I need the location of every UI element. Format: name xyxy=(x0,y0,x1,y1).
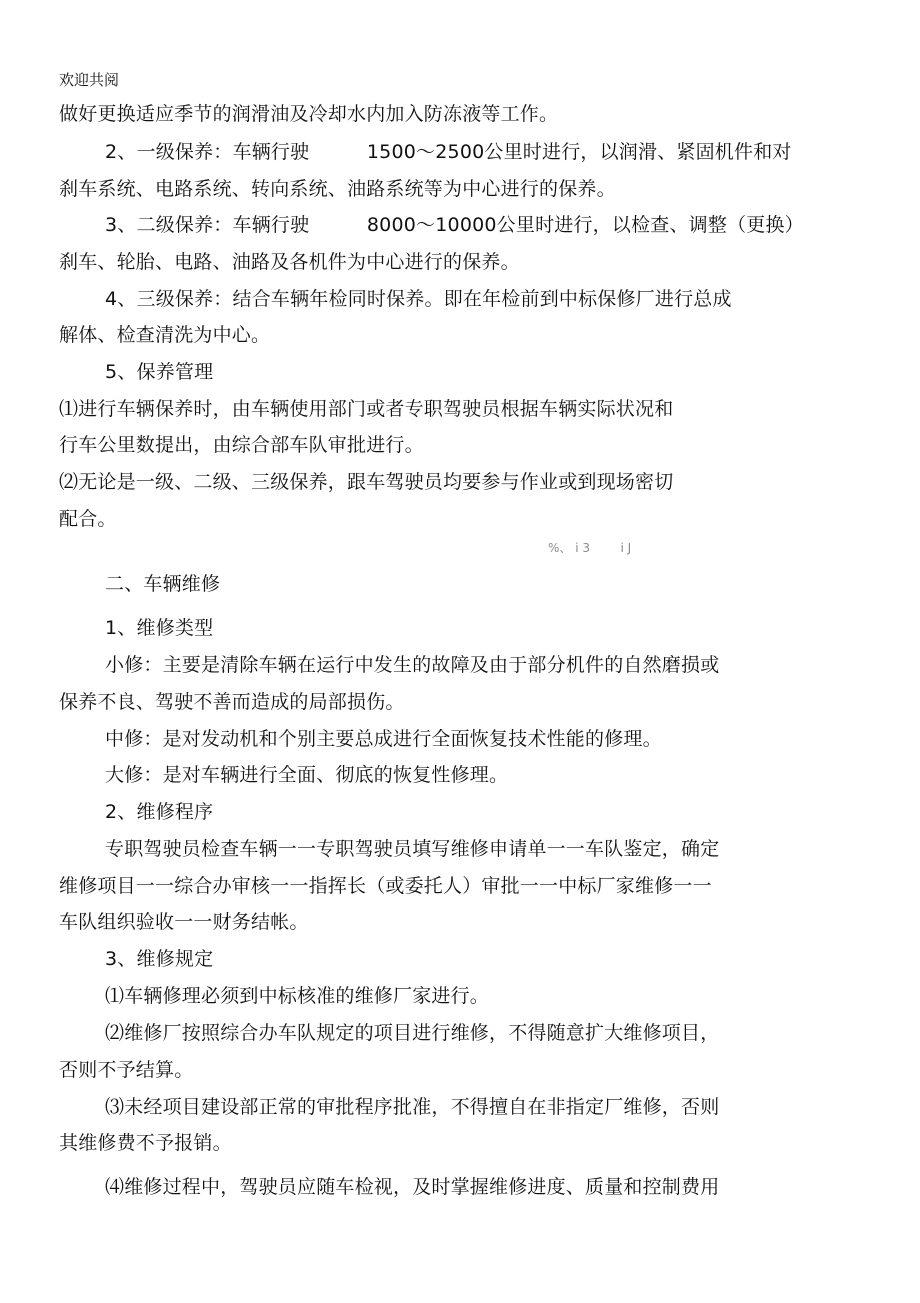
text-line: 2、维修程序 xyxy=(105,801,214,823)
text-line: 配合。 xyxy=(59,508,117,530)
text-line: 保养不良、驾驶不善而造成的局部损伤。 xyxy=(59,691,405,713)
text-line: 小修：主要是清除车辆在运行中发生的故障及由于部分机件的自然磨损或 xyxy=(105,654,720,676)
text-line: 1、维修类型 xyxy=(105,617,214,639)
text-line: 刹车、轮胎、电路、油路及各机件为中心进行的保养。 xyxy=(59,251,520,273)
text-line: ⑷维修过程中，驾驶员应随车检视，及时掌握维修进度、质量和控制费用 xyxy=(105,1176,720,1198)
text-line: 行车公里数提出，由综合部车队审批进行。 xyxy=(59,434,424,456)
section-heading: 二、车辆维修 xyxy=(105,573,221,595)
text-line: 车队组织验收一一财务结帐。 xyxy=(59,911,309,933)
text-line: 2、一级保养：车辆行驶 1500～2500公里时进行，以润滑、紧固机件和对 xyxy=(105,141,792,163)
text-line: 专职驾驶员检查车辆一一专职驾驶员填写维修申请单一一车队鉴定，确定 xyxy=(105,838,720,860)
text-line: 解体、检查清洗为中心。 xyxy=(59,324,271,346)
text-line: ⑶未经项目建设部正常的审批程序批准，不得擅自在非指定厂维修，否则 xyxy=(105,1096,720,1118)
text-line: 3、二级保养：车辆行驶 8000～10000公里时进行，以检查、调整（更换） xyxy=(105,214,804,236)
text-line: 否则不予结算。 xyxy=(59,1059,194,1081)
text-line: ⑵无论是一级、二级、三级保养，跟车驾驶员均要参与作业或到现场密切 xyxy=(59,471,674,493)
text-line: 5、保养管理 xyxy=(105,361,214,383)
text-line: 其维修费不予报销。 xyxy=(59,1132,232,1154)
text-line: 4、三级保养：结合车辆年检同时保养。即在年检前到中标保修厂进行总成 xyxy=(105,288,732,310)
text-line: 3、维修规定 xyxy=(105,948,214,970)
text-line: ⑴车辆修理必须到中标核准的维修厂家进行。 xyxy=(105,985,490,1007)
text-line: 刹车系统、电路系统、转向系统、油路系统等为中心进行的保养。 xyxy=(59,178,616,200)
text-line: 维修项目一一综合办审核一一指挥长（或委托人）审批一一中标厂家维修一一 xyxy=(59,875,712,897)
text-line: 大修：是对车辆进行全面、彻底的恢复性修理。 xyxy=(105,764,509,786)
text-line: ⑵维修厂按照综合办车队规定的项目进行维修，不得随意扩大维修项目， xyxy=(105,1022,720,1044)
text-line: 中修：是对发动机和个别主要总成进行全面恢复技术性能的修理。 xyxy=(105,728,662,750)
page-header: 欢迎共阅 xyxy=(59,71,120,89)
text-line: 做好更换适应季节的润滑油及冷却水内加入防冻液等工作。 xyxy=(59,103,559,125)
stray-marks: %、 i 3 i J xyxy=(548,541,632,555)
text-line: ⑴进行车辆保养时，由车辆使用部门或者专职驾驶员根据车辆实际状况和 xyxy=(59,398,674,420)
